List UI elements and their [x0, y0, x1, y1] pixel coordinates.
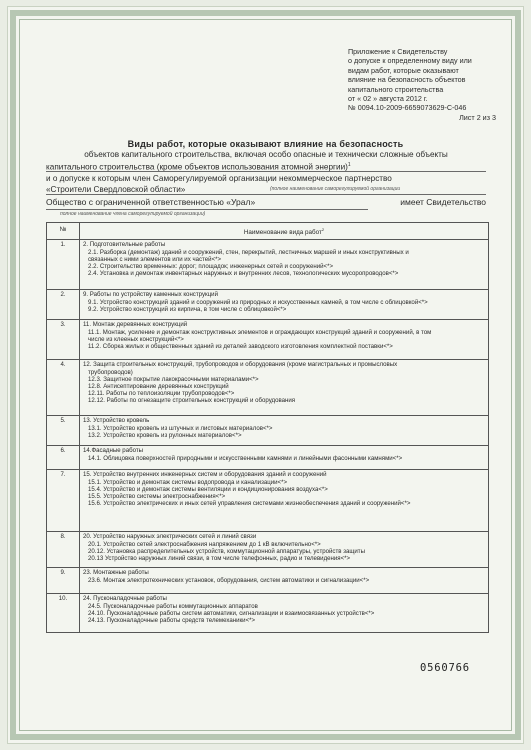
- sheet-number: Лист 2 из 3: [459, 112, 496, 122]
- header-work-name: Наименование вида работ$^2$: [80, 223, 489, 240]
- header-number: №: [47, 223, 80, 240]
- work-item: числе из клееных конструкций<*>: [88, 335, 184, 343]
- appendix-line: влияние на безопасность объектов: [348, 75, 466, 85]
- work-item: 13.1. Устройство кровель из штучных и листовых материалов<*>: [88, 424, 273, 432]
- row-number: 10.: [47, 594, 80, 633]
- row-content: [80, 320, 489, 360]
- document-heading: Виды работ, которые оказывают влияние на безопасность: [127, 139, 404, 149]
- work-group-title: 12. Защита строительных конструкций, трубопроводов и оборудования (кроме магистральных и промысловых: [83, 361, 398, 369]
- row-content: [80, 360, 489, 416]
- work-item: 9.2. Устройство конструкций из кирпича, в том числе с облицовкой<*>: [88, 305, 287, 313]
- work-group-title: 24. Пусконаладочные работы: [83, 595, 167, 603]
- appendix-line: от « 02 » августа 2012 г.: [348, 94, 428, 104]
- work-item: 2.4. Установка и демонтаж инвентарных наружных и внутренних лесов, технологических мусоропроводов<*>: [88, 270, 399, 278]
- appendix-line: Приложение к Свидетельству: [348, 47, 448, 56]
- sro-caption: (полное наименование саморегулируемой организации: [270, 186, 401, 192]
- work-item: 15.6. Устройство электрических и иных сетей управления системами жизнеобеспечения зданий и сооружений<*>: [88, 500, 411, 508]
- work-item: 12.12. Работы по огнезащите строительных конструкций и оборудования: [88, 397, 296, 405]
- table-row: [47, 594, 489, 633]
- underline: [46, 194, 486, 195]
- work-group-title: 23. Монтажные работы: [83, 569, 149, 577]
- table-row: [47, 290, 489, 320]
- work-item: связанных с ними элементов или их частей<*>: [88, 255, 222, 263]
- row-number: 8.: [47, 532, 80, 568]
- work-item: трубопроводов): [88, 368, 133, 376]
- intro-line-4: «Строители Свердловской области»: [46, 185, 186, 194]
- row-content: [80, 290, 489, 320]
- work-item: 12.8. Антисептирование деревянных конструкций: [88, 382, 229, 390]
- row-number: 4.: [47, 360, 80, 416]
- row-number: 9.: [47, 568, 80, 594]
- work-item: 14.1. Облицовка поверхностей природными и искусственными камнями и линейными фасонными камнями<*>: [88, 454, 403, 462]
- underline: [46, 209, 368, 210]
- intro-line-2: капитального строительства (кроме объектов использования атомной энергии)$^1$: [46, 162, 351, 172]
- work-item: 13.2. Устройство кровель из рулонных материалов<*>: [88, 431, 242, 439]
- work-group-title: 2. Подготовительные работы: [83, 241, 166, 249]
- work-item: 15.4. Устройство и демонтаж системы вентиляции и кондиционирования воздуха<*>: [88, 485, 328, 493]
- table-row: [47, 470, 489, 532]
- work-item: 9.1. Устройство конструкций зданий и сооружений из природных и искусственных камней, в том числе с облицовкой<*>: [88, 298, 428, 306]
- appendix-line: видам работ, которые оказывают: [348, 65, 459, 75]
- appendix-line: капитального строительства: [348, 84, 444, 94]
- work-item: 12.3. Защитное покрытие лакокрасочными материалами<*>: [88, 375, 259, 383]
- work-group-title: 11. Монтаж деревянных конструкций: [83, 321, 188, 329]
- work-group-title: 14.Фасадные работы: [83, 447, 144, 455]
- appendix-line: № 0094.10-2009-6659073629-С-046: [348, 103, 467, 113]
- table-row: [47, 532, 489, 568]
- row-number: 3.: [47, 320, 80, 360]
- underline: [46, 171, 486, 172]
- intro-line-1: объектов капитального строительства, включая особо опасные и технически сложные объекты: [84, 150, 448, 159]
- work-group-title: 13. Устройство кровель: [83, 417, 150, 425]
- row-content: [80, 240, 489, 290]
- row-number: 7.: [47, 470, 80, 532]
- work-item: 24.10. Пусконаладочные работы систем автоматики, сигнализации и взаимосвязанных устройств<*>: [88, 609, 375, 617]
- intro-line-3: и о допуске к которым член Саморегулируемой организации некоммерческое партнерство: [46, 174, 392, 183]
- table-row: [47, 360, 489, 416]
- works-table: [46, 222, 489, 633]
- table-row: [47, 568, 489, 594]
- serial-number: 0560766: [420, 662, 470, 674]
- work-item: 15.1. Устройство и демонтаж системы водопровода и канализации<*>: [88, 478, 288, 486]
- organization-name: Общество с ограниченной ответственностью «Урал»: [46, 197, 256, 207]
- table-row: [47, 320, 489, 360]
- work-group-title: 9. Работы по устройству каменных конструкций: [83, 291, 218, 299]
- certificate-label: имеет Свидетельство: [400, 197, 486, 207]
- work-item: 2.1. Разборка (демонтаж) зданий и сооружений, стен, перекрытий, лестничных маршей и иных конструктивных и: [88, 248, 409, 256]
- appendix-line: о допуске к определенному виду или: [348, 56, 472, 66]
- organization-row: [46, 197, 486, 207]
- row-content: [80, 568, 489, 594]
- work-item: 20.1. Устройство сетей электроснабжения напряжением до 1 кВ включительно<*>: [88, 540, 321, 548]
- appendix-block: [348, 47, 498, 122]
- works-body: [47, 240, 489, 633]
- table-row: [47, 446, 489, 470]
- row-number: 6.: [47, 446, 80, 470]
- member-caption: полное наименование члена саморегулируемой организации): [60, 211, 206, 217]
- work-item: 11.1. Монтаж, усиление и демонтаж конструктивных элементов и ограждающих конструкций зданий и сооружений, в том: [88, 328, 432, 336]
- row-content: [80, 594, 489, 633]
- row-number: 2.: [47, 290, 80, 320]
- table-row: [47, 416, 489, 446]
- row-content: [80, 446, 489, 470]
- table-row: [47, 240, 489, 290]
- work-item: 2.2. Строительство временных: дорог; площадок; инженерных сетей и сооружений<*>: [88, 262, 333, 270]
- table-header-row: [47, 223, 489, 240]
- row-content: [80, 470, 489, 532]
- row-number: 5.: [47, 416, 80, 446]
- work-group-title: 20. Устройство наружных электрических сетей и линий связи: [83, 533, 257, 541]
- row-content: [80, 416, 489, 446]
- work-item: 11.2. Сборка жилых и общественных зданий из деталей заводского изготовления комплектной поставки<*>: [88, 342, 393, 350]
- work-item: 24.13. Пусконаладочные работы средств телемеханики<*>: [88, 616, 256, 624]
- work-item: 20.12. Установка распределительных устройств, коммутационной аппаратуры, устройств защиты: [88, 547, 365, 555]
- work-item: 24.5. Пусконаладочные работы коммутационных аппаратов: [88, 602, 258, 610]
- work-item: 12.11. Работы по теплоизоляции трубопроводов<*>: [88, 390, 235, 398]
- work-item: 23.6. Монтаж электротехнических установок, оборудования, систем автоматики и сигнализации<*>: [88, 576, 370, 584]
- work-item: 20.13 Устройство наружных линий связи, в том числе телефонных, радио и телевидения<*>: [88, 554, 351, 562]
- row-number: 1.: [47, 240, 80, 290]
- work-group-title: 15. Устройство внутренних инженерных систем и оборудования зданий и сооружений: [83, 471, 327, 479]
- row-content: [80, 532, 489, 568]
- work-item: 15.5. Устройство системы электроснабжения<*>: [88, 492, 226, 500]
